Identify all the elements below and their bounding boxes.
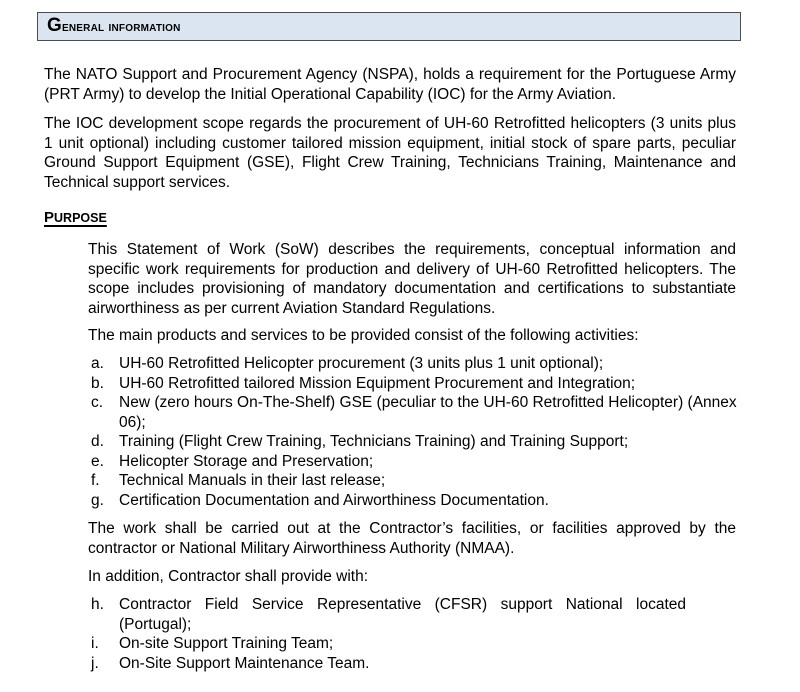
list-item bbox=[88, 654, 738, 674]
list-item-text: UH-60 Retrofitted tailored Mission Equipment Procurement and Integration; bbox=[119, 374, 636, 392]
list-item bbox=[88, 432, 738, 452]
intro-paragraph-1: The NATO Support and Procurement Agency (NSPA), holds a requirement for the Portuguese Army (PRT Army) to develop the Initial Operational Capability (IOC) for the Army Aviation. bbox=[44, 66, 736, 103]
purpose-heading: PURPOSE bbox=[44, 209, 107, 226]
activities-list bbox=[88, 354, 738, 510]
list-item-text: New (zero hours On-The-Shelf) GSE (peculiar to the UH-60 Retrofitted Helicopter) (Annex 06); bbox=[119, 394, 737, 431]
purpose-paragraph-1: This Statement of Work (SoW) describes the requirements, conceptual information and specific work requirements for production and delivery of UH-60 Retrofitted helicopters. The scope includes provisioning of mandatory documentation and certifications to substantiate airworthiness as per current Aviation Standard Regulations. bbox=[88, 241, 736, 317]
list-marker: c. bbox=[91, 394, 104, 411]
section-heading-box bbox=[37, 12, 741, 41]
list-item bbox=[88, 354, 738, 374]
list-item-text: On-site Support Training Team; bbox=[119, 635, 334, 652]
list-marker: i. bbox=[91, 635, 99, 652]
list-item-text: Helicopter Storage and Preservation; bbox=[119, 452, 374, 470]
list-item bbox=[88, 595, 738, 634]
list-marker: h. bbox=[91, 596, 104, 613]
intro-paragraph-2: The IOC development scope regards the procurement of UH-60 Retrofitted helicopters (3 units plus 1 unit optional) including customer tailored mission equipment, initial stock of spare parts, peculiar Ground Support Equipment (GSE), Flight Crew Training, Technicians Training, Maintenance and Technical support services. bbox=[44, 115, 736, 191]
list-item bbox=[88, 491, 738, 511]
list-marker: d. bbox=[91, 433, 104, 450]
list-marker: j. bbox=[91, 654, 99, 672]
list-item-text: Technical Manuals in their last release; bbox=[119, 472, 386, 489]
list-item-text: Certification Documentation and Airworthiness Documentation. bbox=[119, 491, 549, 509]
list-item bbox=[88, 452, 738, 472]
list-item bbox=[88, 393, 738, 432]
list-marker: e. bbox=[91, 452, 104, 470]
list-marker: f. bbox=[91, 472, 100, 489]
list-item bbox=[88, 471, 738, 491]
purpose-paragraph-4: In addition, Contractor shall provide with: bbox=[88, 568, 369, 585]
list-marker: g. bbox=[91, 491, 104, 509]
list-item bbox=[88, 374, 738, 394]
section-heading: General information bbox=[47, 14, 181, 36]
provisions-list bbox=[88, 595, 738, 673]
purpose-paragraph-2: The main products and services to be provided consist of the following activities: bbox=[88, 327, 639, 344]
list-item-text: Training (Flight Crew Training, Technicians Training) and Training Support; bbox=[119, 433, 629, 450]
purpose-paragraph-3: The work shall be carried out at the Contractor’s facilities, or facilities approved by the contractor or National Military Airworthiness Authority (NMAA). bbox=[88, 520, 736, 557]
list-item-text: On-Site Support Maintenance Team. bbox=[119, 654, 370, 672]
list-item-text: Contractor Field Service Representative (CFSR) support National located (Portugal); bbox=[119, 596, 686, 633]
list-marker: a. bbox=[91, 355, 104, 372]
list-item bbox=[88, 634, 738, 654]
list-marker: b. bbox=[91, 374, 104, 392]
list-item-text: UH-60 Retrofitted Helicopter procurement (3 units plus 1 unit optional); bbox=[119, 355, 604, 372]
